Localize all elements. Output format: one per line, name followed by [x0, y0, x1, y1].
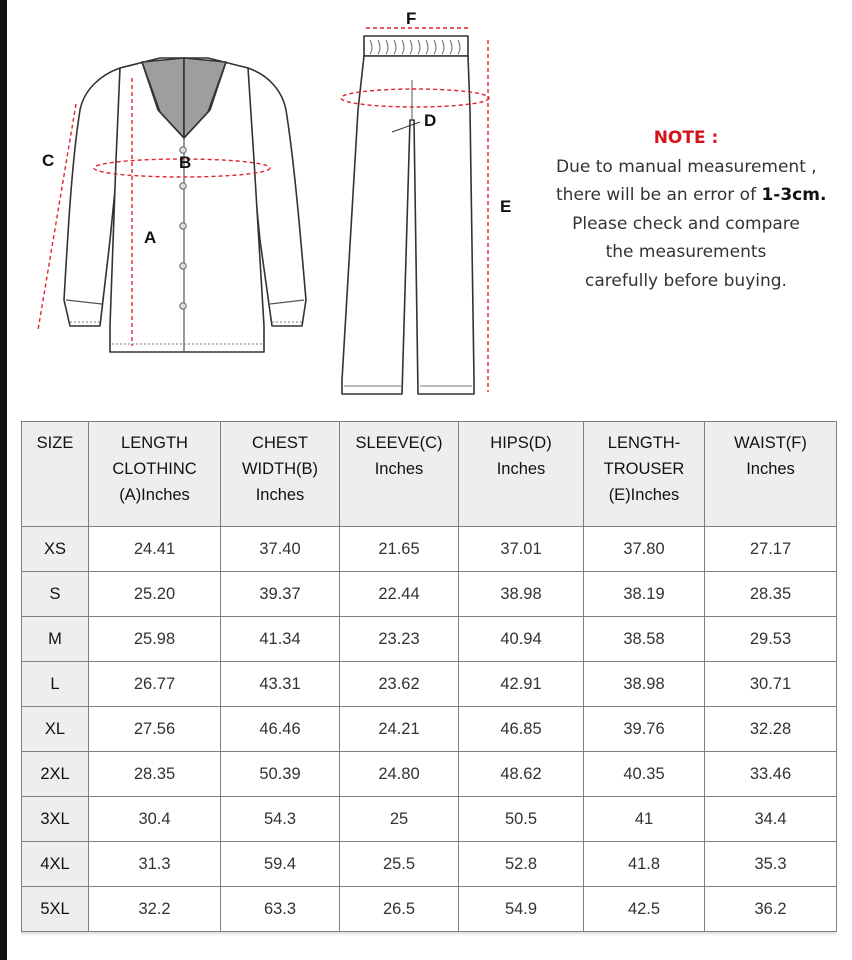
header-waist-line: WAIST(F) [734, 434, 807, 452]
measurement-cell-waist: 30.71 [705, 662, 837, 707]
table-row [22, 842, 837, 887]
measurement-cell-length-clothing: 32.2 [89, 887, 221, 932]
measurement-cell-chest-width: 59.4 [221, 842, 340, 887]
label-d: D [424, 111, 437, 130]
measurement-cell-sleeve: 24.21 [340, 707, 459, 752]
measurement-cell-waist: 29.53 [705, 617, 837, 662]
measurement-cell-length-trouser: 38.19 [584, 572, 705, 617]
measurement-cell-sleeve: 24.80 [340, 752, 459, 797]
label-e: E [500, 197, 512, 216]
measurement-cell-sleeve: 22.44 [340, 572, 459, 617]
measurement-cell-waist: 33.46 [705, 752, 837, 797]
header-hips-line: Inches [496, 460, 546, 478]
measurement-cell-hips: 54.9 [459, 887, 584, 932]
measurement-cell-length-clothing: 31.3 [89, 842, 221, 887]
measurement-cell-length-trouser: 38.98 [584, 662, 705, 707]
measurement-cell-sleeve: 25 [340, 797, 459, 842]
header-hips-line: HIPS(D) [490, 434, 552, 452]
measurement-cell-length-clothing: 25.20 [89, 572, 221, 617]
size-label-cell: 3XL [22, 797, 89, 842]
note-line-4: the measurements [605, 242, 767, 262]
size-label-cell: M [22, 617, 89, 662]
measurement-cell-sleeve: 21.65 [340, 527, 459, 572]
measurement-cell-hips: 37.01 [459, 527, 584, 572]
measurement-cell-sleeve: 23.23 [340, 617, 459, 662]
header-size [22, 422, 89, 527]
header-size-line: SIZE [36, 434, 74, 452]
table-row [22, 617, 837, 662]
measurement-cell-length-trouser: 41 [584, 797, 705, 842]
measurement-cell-chest-width: 41.34 [221, 617, 340, 662]
measurement-cell-waist: 32.28 [705, 707, 837, 752]
size-chart [21, 421, 836, 932]
measurement-cell-hips: 50.5 [459, 797, 584, 842]
note-line-5: carefully before buying. [585, 270, 787, 291]
size-table-header [22, 422, 837, 527]
note-line-2 [556, 181, 827, 210]
measurement-cell-hips: 42.91 [459, 662, 584, 707]
note-error-range: 1-3cm. [761, 185, 827, 205]
measurement-cell-hips: 46.85 [459, 707, 584, 752]
size-label-cell: 5XL [22, 887, 89, 932]
header-length-clothing-line: LENGTH [121, 434, 188, 452]
header-sleeve-line: Inches [374, 460, 424, 478]
size-table-body [22, 527, 837, 932]
measurement-cell-length-clothing: 28.35 [89, 752, 221, 797]
measurement-cell-length-trouser: 37.80 [584, 527, 705, 572]
measurement-cell-chest-width: 46.46 [221, 707, 340, 752]
measurement-cell-hips: 52.8 [459, 842, 584, 887]
header-length-clothing [89, 422, 221, 527]
header-sleeve-line: SLEEVE(C) [355, 434, 443, 452]
measurement-cell-chest-width: 54.3 [221, 797, 340, 842]
note-line-3: Please check and compare [572, 213, 800, 234]
measurement-cell-length-clothing: 25.98 [89, 617, 221, 662]
measurement-cell-sleeve: 26.5 [340, 887, 459, 932]
garment-illustration [20, 0, 540, 410]
size-label-cell: 4XL [22, 842, 89, 887]
header-row [22, 422, 837, 527]
header-length-trouser-line: LENGTH- [607, 434, 681, 452]
size-label-cell: XS [22, 527, 89, 572]
table-shadow [21, 932, 836, 936]
header-chest-width-line: CHEST [252, 434, 308, 452]
measurement-cell-length-clothing: 27.56 [89, 707, 221, 752]
left-edge-bar [0, 0, 7, 960]
label-a: A [144, 228, 157, 247]
measurement-cell-hips: 40.94 [459, 617, 584, 662]
measurement-cell-waist: 35.3 [705, 842, 837, 887]
label-f: F [406, 9, 417, 28]
label-c: C [42, 151, 55, 170]
measurement-cell-length-trouser: 38.58 [584, 617, 705, 662]
size-label-cell: L [22, 662, 89, 707]
table-row [22, 797, 837, 842]
note-title: NOTE : [653, 128, 719, 148]
header-chest-width-line: Inches [255, 486, 305, 504]
measurement-cell-length-trouser: 41.8 [584, 842, 705, 887]
measurement-cell-sleeve: 23.62 [340, 662, 459, 707]
size-label-cell: XL [22, 707, 89, 752]
measurement-cell-length-trouser: 39.76 [584, 707, 705, 752]
size-table [21, 421, 837, 932]
note-line-1: Due to manual measurement , [556, 156, 817, 177]
measurement-cell-waist: 27.17 [705, 527, 837, 572]
measurement-cell-length-trouser: 40.35 [584, 752, 705, 797]
header-waist-line: Inches [746, 460, 795, 478]
size-label-cell: S [22, 572, 89, 617]
header-hips [459, 422, 584, 527]
measurement-cell-waist: 34.4 [705, 797, 837, 842]
measurement-cell-chest-width: 39.37 [221, 572, 340, 617]
measurement-cell-length-clothing: 30.4 [89, 797, 221, 842]
header-sleeve [340, 422, 459, 527]
measurement-cell-length-trouser: 42.5 [584, 887, 705, 932]
measurement-note [556, 124, 827, 295]
header-waist [705, 422, 837, 527]
size-label-cell: 2XL [22, 752, 89, 797]
garment-svg [20, 0, 540, 410]
measurement-cell-hips: 38.98 [459, 572, 584, 617]
table-row [22, 572, 837, 617]
measurement-cell-sleeve: 25.5 [340, 842, 459, 887]
measurement-cell-chest-width: 43.31 [221, 662, 340, 707]
table-row [22, 752, 837, 797]
table-row [22, 707, 837, 752]
header-length-trouser-line: (E)Inches [608, 486, 680, 504]
label-b: B [179, 153, 192, 172]
measurement-cell-chest-width: 63.3 [221, 887, 340, 932]
header-length-clothing-line: (A)Inches [119, 486, 190, 504]
header-chest-width-line: WIDTH(B) [241, 460, 319, 478]
measurement-cell-waist: 28.35 [705, 572, 837, 617]
measurement-cell-length-clothing: 24.41 [89, 527, 221, 572]
measurement-cell-chest-width: 50.39 [221, 752, 340, 797]
measurement-cell-hips: 48.62 [459, 752, 584, 797]
note-line-2-prefix: there will be an error of [556, 185, 762, 205]
header-length-trouser-line: TROUSER [603, 460, 685, 478]
measurement-cell-chest-width: 37.40 [221, 527, 340, 572]
measurement-cell-waist: 36.2 [705, 887, 837, 932]
table-row [22, 527, 837, 572]
header-length-clothing-line: CLOTHINC [112, 460, 197, 478]
table-row [22, 887, 837, 932]
table-row [22, 662, 837, 707]
header-length-trouser [584, 422, 705, 527]
header-chest-width [221, 422, 340, 527]
measurement-cell-length-clothing: 26.77 [89, 662, 221, 707]
